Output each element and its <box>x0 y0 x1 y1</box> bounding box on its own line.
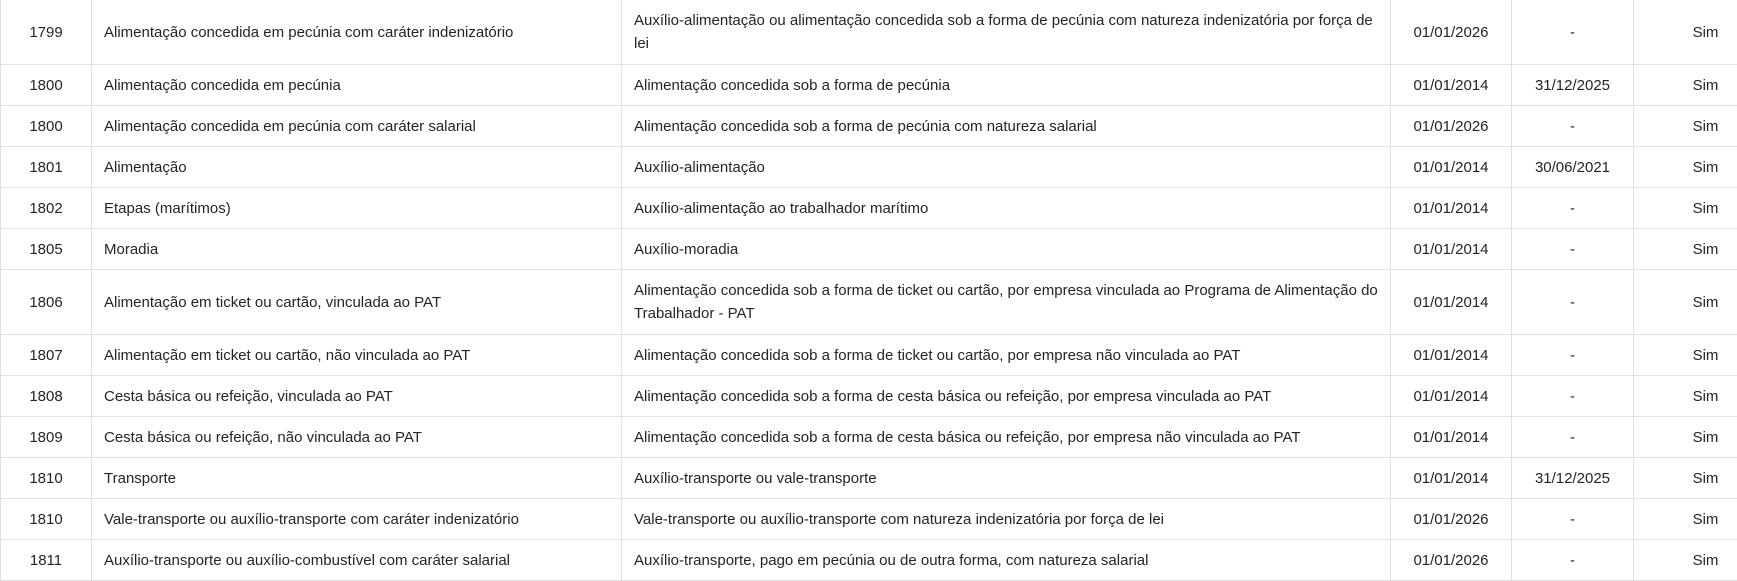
table-row <box>1 335 1737 376</box>
rubric-description: Auxílio-moradia <box>622 229 1391 270</box>
table-row <box>1 270 1737 335</box>
table-row <box>1 65 1737 106</box>
rubric-name: Cesta básica ou refeição, vinculada ao PAT <box>92 376 622 417</box>
table-row <box>1 458 1737 499</box>
rubric-description: Auxílio-alimentação <box>622 147 1391 188</box>
flag-value: Sim <box>1634 499 1737 540</box>
start-date: 01/01/2026 <box>1391 499 1512 540</box>
start-date: 01/01/2014 <box>1391 376 1512 417</box>
flag-value: Sim <box>1634 540 1737 581</box>
end-date: 30/06/2021 <box>1512 147 1634 188</box>
rubric-code: 1801 <box>1 147 92 188</box>
end-date: - <box>1512 106 1634 147</box>
end-date: - <box>1512 188 1634 229</box>
rubric-description: Auxílio-transporte ou vale-transporte <box>622 458 1391 499</box>
flag-value: Sim <box>1634 106 1737 147</box>
rubric-name: Transporte <box>92 458 622 499</box>
rubric-code: 1810 <box>1 458 92 499</box>
table-row <box>1 417 1737 458</box>
rubric-name: Alimentação concedida em pecúnia <box>92 65 622 106</box>
flag-value: Sim <box>1634 376 1737 417</box>
start-date: 01/01/2014 <box>1391 335 1512 376</box>
table-row <box>1 106 1737 147</box>
rubric-description: Alimentação concedida sob a forma de ticket ou cartão, por empresa não vinculada ao PAT <box>622 335 1391 376</box>
table-row <box>1 229 1737 270</box>
rubric-description: Vale-transporte ou auxílio-transporte com natureza indenizatória por força de lei <box>622 499 1391 540</box>
table-row <box>1 188 1737 229</box>
start-date: 01/01/2014 <box>1391 458 1512 499</box>
flag-value: Sim <box>1634 0 1737 65</box>
table-row <box>1 376 1737 417</box>
rubric-name: Moradia <box>92 229 622 270</box>
end-date: - <box>1512 499 1634 540</box>
rubric-code: 1802 <box>1 188 92 229</box>
start-date: 01/01/2014 <box>1391 417 1512 458</box>
rubric-code: 1811 <box>1 540 92 581</box>
start-date: 01/01/2014 <box>1391 229 1512 270</box>
rubric-description: Alimentação concedida sob a forma de cesta básica ou refeição, por empresa vinculada ao PAT <box>622 376 1391 417</box>
rubric-name: Vale-transporte ou auxílio-transporte com caráter indenizatório <box>92 499 622 540</box>
flag-value: Sim <box>1634 65 1737 106</box>
rubric-description: Auxílio-transporte, pago em pecúnia ou de outra forma, com natureza salarial <box>622 540 1391 581</box>
rubric-code: 1807 <box>1 335 92 376</box>
rubric-name: Alimentação em ticket ou cartão, vinculada ao PAT <box>92 270 622 335</box>
rubric-name: Alimentação concedida em pecúnia com caráter indenizatório <box>92 0 622 65</box>
rubric-code: 1806 <box>1 270 92 335</box>
rubric-code: 1800 <box>1 65 92 106</box>
rubric-code: 1808 <box>1 376 92 417</box>
flag-value: Sim <box>1634 270 1737 335</box>
end-date: - <box>1512 540 1634 581</box>
table-row <box>1 0 1737 65</box>
end-date: - <box>1512 335 1634 376</box>
end-date: 31/12/2025 <box>1512 458 1634 499</box>
table-row <box>1 540 1737 581</box>
start-date: 01/01/2014 <box>1391 188 1512 229</box>
start-date: 01/01/2026 <box>1391 0 1512 65</box>
rubric-code: 1805 <box>1 229 92 270</box>
end-date: - <box>1512 376 1634 417</box>
start-date: 01/01/2014 <box>1391 65 1512 106</box>
rubric-description: Auxílio-alimentação ou alimentação concedida sob a forma de pecúnia com natureza indenizatória por força de lei <box>622 0 1391 65</box>
flag-value: Sim <box>1634 188 1737 229</box>
start-date: 01/01/2026 <box>1391 106 1512 147</box>
rubric-description: Alimentação concedida sob a forma de cesta básica ou refeição, por empresa não vinculada ao PAT <box>622 417 1391 458</box>
flag-value: Sim <box>1634 458 1737 499</box>
rubric-name: Etapas (marítimos) <box>92 188 622 229</box>
rubric-code: 1810 <box>1 499 92 540</box>
rubric-name: Auxílio-transporte ou auxílio-combustível com caráter salarial <box>92 540 622 581</box>
end-date: - <box>1512 229 1634 270</box>
start-date: 01/01/2026 <box>1391 540 1512 581</box>
start-date: 01/01/2014 <box>1391 270 1512 335</box>
rubric-name: Cesta básica ou refeição, não vinculada ao PAT <box>92 417 622 458</box>
flag-value: Sim <box>1634 229 1737 270</box>
rubric-name: Alimentação concedida em pecúnia com caráter salarial <box>92 106 622 147</box>
table-row <box>1 147 1737 188</box>
start-date: 01/01/2014 <box>1391 147 1512 188</box>
end-date: - <box>1512 270 1634 335</box>
flag-value: Sim <box>1634 147 1737 188</box>
rubric-code: 1800 <box>1 106 92 147</box>
rubric-description: Alimentação concedida sob a forma de pecúnia com natureza salarial <box>622 106 1391 147</box>
rubric-description: Auxílio-alimentação ao trabalhador marítimo <box>622 188 1391 229</box>
rubric-description: Alimentação concedida sob a forma de pecúnia <box>622 65 1391 106</box>
rubric-name: Alimentação em ticket ou cartão, não vinculada ao PAT <box>92 335 622 376</box>
rubric-code: 1809 <box>1 417 92 458</box>
table-row <box>1 499 1737 540</box>
flag-value: Sim <box>1634 335 1737 376</box>
end-date: - <box>1512 0 1634 65</box>
rubric-description: Alimentação concedida sob a forma de ticket ou cartão, por empresa vinculada ao Programa de Alimentação do Trabalhador - PAT <box>622 270 1391 335</box>
rubric-code: 1799 <box>1 0 92 65</box>
rubric-name: Alimentação <box>92 147 622 188</box>
flag-value: Sim <box>1634 417 1737 458</box>
end-date: - <box>1512 417 1634 458</box>
end-date: 31/12/2025 <box>1512 65 1634 106</box>
